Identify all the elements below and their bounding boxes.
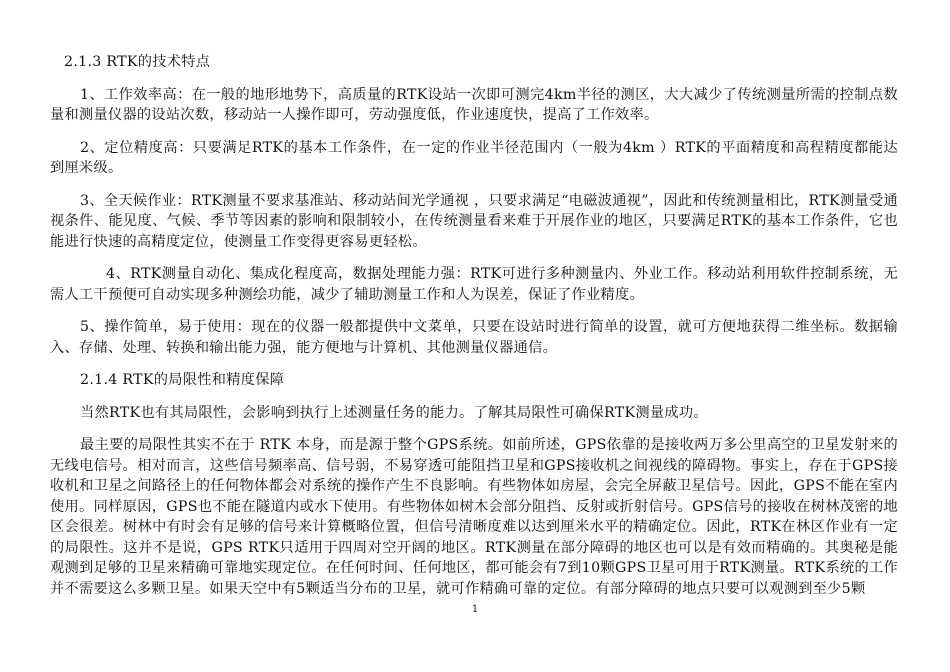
page-number: 1 xyxy=(471,604,479,615)
section-heading-2-1-4: 2.1.4 RTK的局限性和精度保障 xyxy=(80,372,285,388)
paragraph-automation: 4、RTK测量自动化、集成化程度高，数据处理能力强：RTK可进行多种测量内、外业工作。移动站利用软件控制系统，无需人工干预便可自动实现多种测绘功能，减少了辅助测量工作和人为误差，保证了作业精度。 xyxy=(50,266,898,303)
paragraph-limitations-detail: 最主要的局限性其实不在于 RTK 本身，而是源于整个GPS系统。如前所述，GPS依靠的是接收两万多公里高空的卫星发射来的无线电信号。相对而言，这些信号频率高、信号弱，不易穿透可能阻挡卫星和GPS接收机之间视线的障碍物。事实上，存在于GPS接收机和卫星之间路径上的任何物体都会对系统的操作产生不良影响。有些物体如房屋，会完全屏蔽卫星信号。因此，GPS不能在室内使用。同样原因，GPS也不能在隧道内或水下使用。有些物体如树木会部分阻挡、反射或折射信号。GPS信号的接收在树林茂密的地区会很差。树林中有时会有足够的信号来计算概略位置，但信号清晰度难以达到厘米水平的精确定位。因此，RTK在林区作业有一定的局限性。这并不是说，GPS RTK只适用于四周对空开阔的地区。RTK测量在部分障碍的地区也可以是有效而精确的。其奥秘是能观测到足够的卫星来精确可靠地实现定位。在任何时间、任何地区，都可能会有7到10颗GPS卫星可用于RTK测量。RTK系统的工作并不需要这么多颗卫星。如果天空中有5颗适当分布的卫星，就可作精确可靠的定位。有部分障碍的地点只要可以观测到至少5颗 xyxy=(50,437,898,597)
section-heading-2-1-3: 2.1.3 RTK的技术特点 xyxy=(64,54,211,70)
paragraph-efficiency: 1、工作效率高：在一般的地形地势下，高质量的RTK设站一次即可测完4km半径的测区，大大减少了传统测量所需的控制点数量和测量仪器的设站次数，移动站一人操作即可，劳动强度低，作业速度快，提高了工作效率。 xyxy=(50,86,898,123)
paragraph-ease-of-use: 5、操作简单，易于使用：现在的仪器一般都提供中文菜单，只要在设站时进行简单的设置，就可方便地获得二维坐标。数据输入、存储、处理、转换和输出能力强，能方便地与计算机、其他测量仪器通信。 xyxy=(50,319,898,356)
paragraph-limitations-intro: 当然RTK也有其局限性，会影响到执行上述测量任务的能力。了解其局限性可确保RTK测量成功。 xyxy=(80,404,708,421)
paragraph-precision: 2、定位精度高：只要满足RTK的基本工作条件，在一定的作业半径范围内（一般为4km ）RTK的平面精度和高程精度都能达到厘米级。 xyxy=(50,139,898,176)
document-body xyxy=(50,52,898,611)
paragraph-all-weather: 3、全天候作业：RTK测量不要求基准站、移动站间光学通视 ，只要求满足“电磁波通视”，因此和传统测量相比，RTK测量受通视条件、能见度、气候、季节等因素的影响和限制较小，在传统测量看来难于开展作业的地区，只要满足RTK的基本工作条件，它也能进行快速的高精度定位，使测量工作变得更容易更轻松。 xyxy=(50,192,898,250)
